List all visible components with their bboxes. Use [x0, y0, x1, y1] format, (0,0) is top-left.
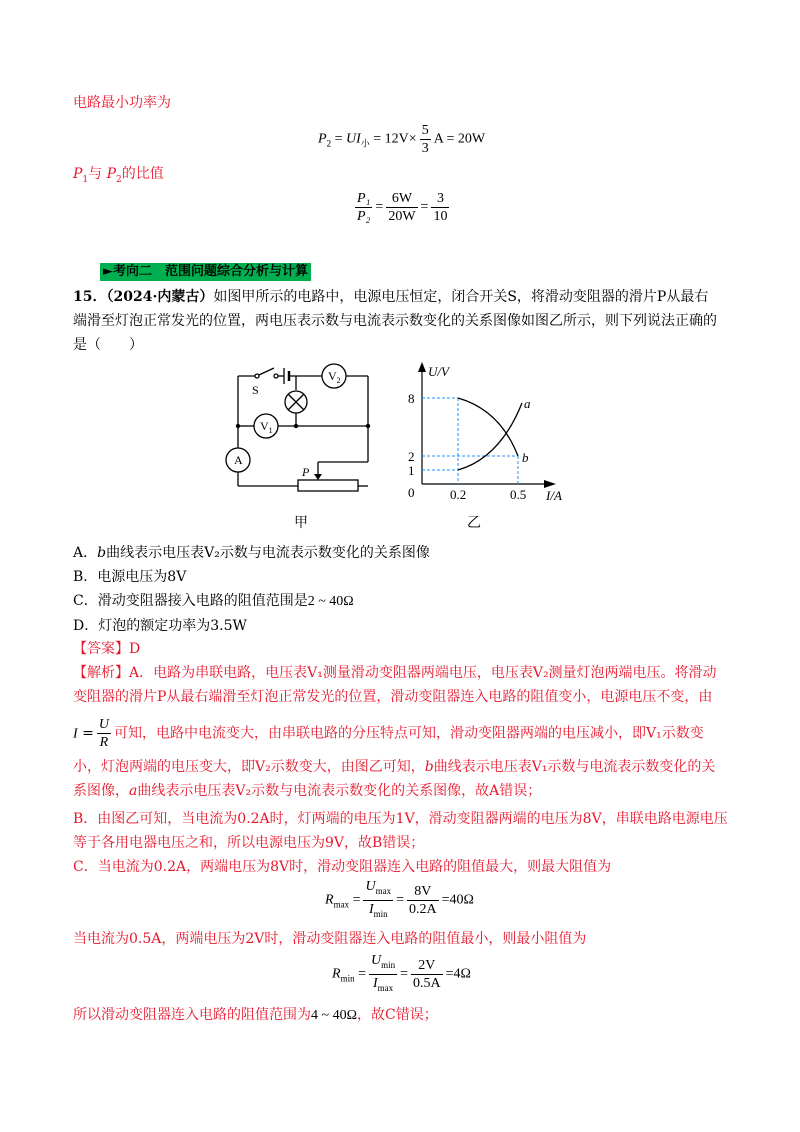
graph-ylabel: U/V: [428, 364, 449, 379]
analysis-b-line-1: B．由图乙可知，当电流为0.2A时，灯两端的电压为1V，滑动变阻器两端的电压为8V，串联电路电源电压: [73, 811, 728, 827]
y-tick-0: 0: [408, 485, 415, 500]
equation-rmax: $R_{max}$ = $\frac{U_{max}}{I_{min}}$ = $\frac{8V}{0.2A}$ =40Ω: [325, 879, 474, 919]
graph-diagram: [400, 358, 580, 503]
option-d: D．灯泡的额定功率为3.5W: [73, 618, 247, 634]
min-power-heading: 电路最小功率为: [73, 95, 171, 111]
y-tick-1: 1: [408, 463, 415, 478]
curve-a-path: [458, 403, 522, 470]
v1-label: $V_1$: [260, 419, 273, 435]
curve-b-label: b: [522, 450, 529, 465]
option-c: C．滑动变阻器接入电路的阻值范围是2 ~ 40Ω: [73, 593, 354, 609]
graph-xlabel: I/A: [546, 488, 562, 503]
x-tick-0-5: 0.5: [510, 487, 527, 502]
equation-ratio: $\frac{\text{P₁}}{\text{P₂}}$ = $\frac{6W}{20W}$ = $\frac{3}{10}$: [357, 191, 448, 224]
analysis-line-5: 系图像，a曲线表示电压表V₂示数与电流表示数变化的关系图像，故A错误；: [73, 783, 542, 799]
equation-rmin: $R_{min}$ = $\frac{U_{min}}{I_{max}}$ = $\frac{2V}{0.5A}$ =4Ω: [332, 953, 471, 993]
slider-label: P: [302, 465, 310, 479]
analysis-c-line-3: 所以滑动变阻器连入电路的阻值范围为4 ~ 40Ω，故C错误；: [73, 1007, 438, 1023]
ammeter-label: A: [234, 453, 243, 467]
equation-p2: $P_2 = UI_小 = 12V\times$ $\frac{5}{3}$ A = 20W: [318, 123, 486, 156]
x-tick-0-2: 0.2: [450, 487, 467, 502]
section-banner: ►考向二 范围问题综合分析与计算: [100, 263, 311, 281]
circuit-caption: 甲: [294, 515, 308, 531]
analysis-line-4: 小，灯泡两端的电压变大，即V₂示数变大，由图乙可知，b曲线表示电压表V₁示数与电流表示数变化的关: [73, 759, 716, 775]
curve-a-label: a: [524, 396, 531, 411]
analysis-b-line-2: 等于各用电器电压之和，所以电源电压为9V，故B错误；: [73, 835, 425, 851]
v2-label: $V_2$: [328, 369, 341, 385]
option-b: B．电源电压为8V: [73, 569, 187, 585]
option-a: A．b曲线表示电压表V₂示数与电流表示数变化的关系图像: [73, 545, 430, 561]
question-line-1: 15．（2024·内蒙古）如图甲所示的电路中，电源电压恒定，闭合开关S，将滑动变阻器的滑片P从最右: [73, 289, 709, 305]
analysis-line-1: 【解析】A．电路为串联电路，电压表V₁测量滑动变阻器两端电压，电压表V₂测量灯泡两端电压。将滑动: [73, 665, 717, 681]
analysis-line-2: 变阻器的滑片P从最右端滑至灯泡正常发光的位置，滑动变阻器连入电路的阻值变小，电源电压不变，由: [73, 689, 713, 705]
answer: 【答案】D: [73, 641, 141, 657]
analysis-c-line-1: C．当电流为0.2A，两端电压为8V时，滑动变阻器连入电路的阻值最大，则最大阻值为: [73, 859, 612, 875]
switch-label: S: [252, 383, 259, 397]
curve-b-path: [458, 398, 518, 456]
analysis-c-line-2: 当电流为0.5A，两端电压为2V时，滑动变阻器连入电路的阻值最小，则最小阻值为: [73, 931, 587, 947]
question-source: （2024·内蒙古）: [106, 289, 214, 305]
circuit-diagram: [222, 358, 382, 498]
ratio-heading: $P_1$与 $P_2$的比值: [73, 166, 164, 185]
analysis-line-3: I = $\frac{U}{R}$ 可知，电路中电流变大，由串联电路的分压特点可知，滑动变阻器两端的电压减小，即V₁示数变: [73, 717, 704, 750]
graph-caption: 乙: [467, 515, 481, 531]
y-tick-2: 2: [408, 449, 415, 464]
question-line-2: 端滑至灯泡正常发光的位置，两电压表示数与电流表示数变化的关系图像如图乙所示，则下列说法正确的: [73, 313, 717, 329]
y-tick-8: 8: [408, 391, 415, 406]
question-number: 15．: [73, 289, 107, 305]
question-line-3: 是（ ）: [73, 337, 143, 353]
